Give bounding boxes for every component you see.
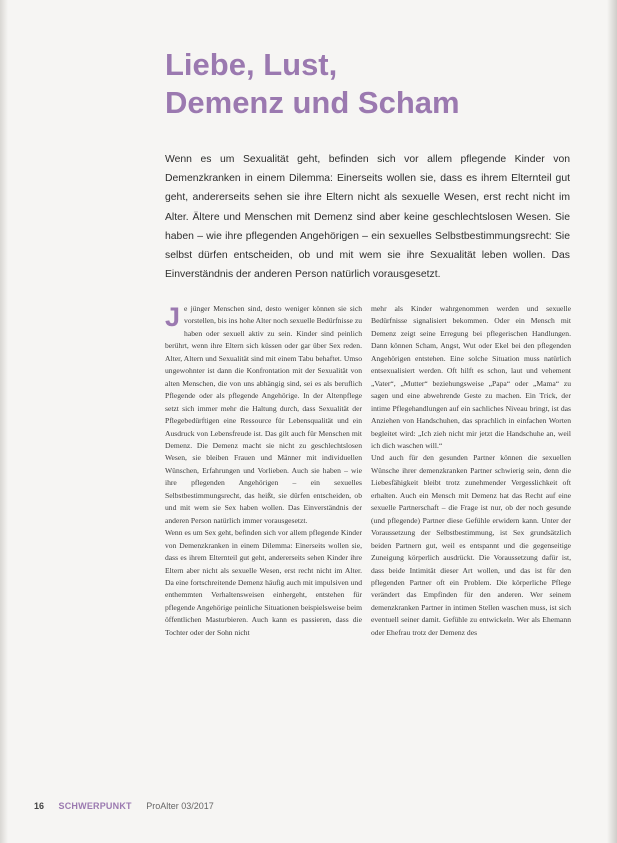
body-column-left [165, 303, 362, 639]
body-paragraph: Wenn es um Sex geht, befinden sich vor allem pflegende Kinder von Demenzkranken in einem Dilemma: Einerseits wollen sie, dass es ihrem Elternteil gut geht, andererseits sehen Kinder ihre Eltern aber nicht als sexuelle Wesen, erst recht nicht im Alter. Da eine fortschreitende Demenz häufig auch mit impulsiven und enthemmten Verhaltensweisen einhergeht, entstehen für pflegende Angehörige peinliche Situationen beispielsweise beim öffentlichen Masturbieren. Auch kann es passieren, dass die Tochter oder der Sohn nicht [165, 528, 362, 637]
issue-label: ProAlter 03/2017 [146, 801, 214, 811]
body-paragraph-text: e jünger Menschen sind, desto weniger können sie sich vorstellen, bis ins hohe Alter noch sexuelle Bedürfnisse zu haben oder sexuell aktiv zu sein. Kinder sind peinlich berührt, wenn ihre Eltern sich küssen oder gar über Sex reden. Alter, Altern und Sexualität sind mit einem Tabu behaftet. Umso ungewohnter ist dann die Konfrontation mit der Sexualität von alten Menschen, die von uns abhängig sind, sei es als beruflich Pflegende oder als pflegende Angehörige. In der Altenpflege setzt sich immer mehr die Haltung durch, dass Sexualität der Pflegebedürftigen eine Ressource für Lebensqualität und ein Ausdruck von Lebensfreude ist. Das gilt auch für Menschen mit Demenz. Die Demenz macht sie nicht zu geschlechtslosen Wesen, sie bleiben Frauen und Männer mit individuellen Wünschen, Erfahrungen und Vorlieben. Auch sie haben – wie ihre pflegenden Angehörigen – ein sexuelles Selbstbestimmungsrecht, das heißt, sie dürfen entscheiden, ob und mit wem sie Sex haben wollen. Das Einverständnis der anderen Person natürlich immer vorausgesetzt. [165, 304, 362, 525]
section-label: SCHWERPUNKT [58, 801, 132, 811]
article-title-line1: Liebe, Lust, [165, 47, 338, 82]
article-title-line2: Demenz und Scham [165, 85, 460, 120]
body-paragraph: Und auch für den gesunden Partner können die sexuellen Wünsche ihrer demenzkranken Partner schwierig sein, denn die Liebesfähigkeit bleibt trotz zunehmender Vergesslichkeit oft erhalten. Auch ein Mensch mit Demenz hat das Recht auf eine sexuelle Partnerschaft – die Frage ist nur, ob der noch gesunde (und pflegende) Partner diese Gefühle erwidern kann. Unter der Voraussetzung der Selbstbestimmung, ist Sex grundsätzlich beiden Partnern gut, weil es entspannt und die gegenseitige Zuneigung körperlich ausdrückt. Die Voraussetzung dafür ist, dass beide Intimität dieser Art wollen, und das ist für den pflegenden Partner oft ein Problem. Die körperliche Pflege verändert das Empfinden für den anderen. Wer seinem demenzkranken Partner in intimen Stellen waschen muss, ist sich eventuell seiner damit. Gefühle zu entwickeln. Wer als Ehemann oder Ehefrau trotz der Demenz des [371, 453, 571, 637]
page-right-shadow [607, 0, 617, 843]
body-paragraph [165, 303, 362, 527]
page-number: 16 [34, 801, 45, 811]
page-footer [34, 800, 594, 812]
body-column-right [371, 303, 571, 639]
article-title [165, 46, 585, 122]
article-lead: Wenn es um Sexualität geht, befinden sich vor allem pflegende Kinder von Demenzkranken in einem Dilemma: Einerseits wollen sie, dass es ihrem Elternteil gut geht, andererseits sehen sie ihre Eltern nicht als sexuelle Wesen, erst recht nicht im Alter. Ältere und Menschen mit Demenz sind aber keine geschlechtslosen Wesen. Sie haben – wie ihre pflegenden Angehörigen – ein sexuelles Selbstbestimmungsrecht: Sie selbst dürfen entscheiden, ob und mit wem sie ihre Sexualität leben wollen. Das Einverständnis der anderen Person natürlich vorausgesetzt. [165, 154, 570, 281]
body-paragraph: mehr als Kinder wahrgenommen werden und sexuelle Bedürfnisse signalisiert bekommen. Oder ein Mensch mit Demenz zeigt seine Erregung bei pflegerischen Handlungen. Dann können Scham, Angst, Wut oder Ekel bei den pflegenden Angehörigen entstehen. Eine solche Situation muss natürlich entsexualisiert werden. Oft hilft es schon, laut und vehement „Vater“, „Mutter“ beziehungsweise „Papa“ oder „Mama“ zu sagen und eine abwehrende Geste zu machen. Ein Trick, der intime Pflegehandlungen auf ein sachliches Niveau bringt, ist das Anziehen von Handschuhen, das sprachlich in einfachen Worten begleitet wird: „Ich zieh nicht mir jetzt die Handschuhe an, weil ich dich waschen will.“ [371, 304, 571, 450]
page-left-shadow [0, 0, 8, 843]
drop-cap: J [165, 302, 181, 332]
